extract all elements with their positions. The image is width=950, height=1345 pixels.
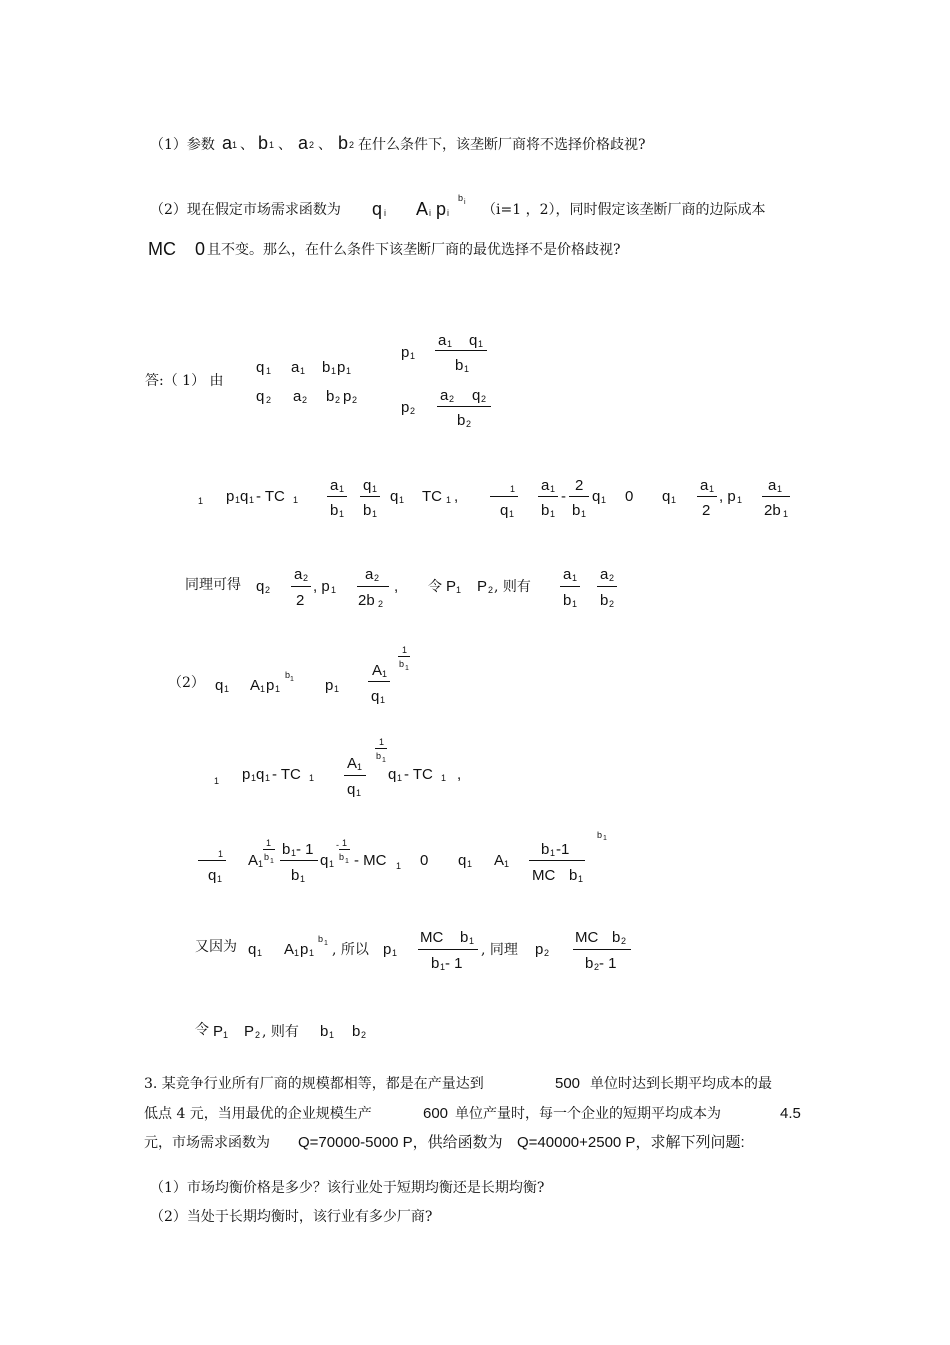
sub: i xyxy=(384,208,386,218)
exp: b xyxy=(318,934,324,944)
var: p xyxy=(300,941,309,958)
fraction-bar xyxy=(360,496,380,497)
sub: 1 xyxy=(339,509,345,519)
var: A xyxy=(372,662,383,679)
var: P xyxy=(477,578,488,595)
sub: 1 xyxy=(783,509,789,519)
sub: 1 xyxy=(397,773,403,783)
var: b xyxy=(612,929,621,946)
sub: 1 xyxy=(578,874,584,884)
then: , 则有 xyxy=(262,1024,299,1040)
exp: 1 xyxy=(379,737,385,747)
var: b xyxy=(572,502,581,519)
sub: 1 xyxy=(572,599,578,609)
exp-sub: 1 xyxy=(405,665,409,672)
sub: 2 xyxy=(449,394,455,404)
so: , 所以 xyxy=(332,942,369,958)
var: MC xyxy=(420,929,444,946)
label: 又因为 xyxy=(195,939,237,955)
var: - 1 xyxy=(296,841,314,858)
sub: 1 xyxy=(356,788,362,798)
var: q xyxy=(472,387,481,404)
sub: 1 xyxy=(550,848,556,858)
var-q: q xyxy=(372,199,383,219)
var: b xyxy=(569,867,578,884)
var: a xyxy=(600,566,609,583)
fraction-bar xyxy=(538,496,558,497)
text: 低点 4 元，当用最优的企业规模生产 xyxy=(144,1106,372,1122)
number: 600 xyxy=(423,1105,449,1122)
sub: 2 xyxy=(488,585,494,595)
sub: 1 xyxy=(300,874,306,884)
sub: 2 xyxy=(349,140,355,150)
sep: 、 xyxy=(278,137,292,153)
sub: 1 xyxy=(550,484,556,494)
sub: 1 xyxy=(331,366,337,376)
comma: , xyxy=(454,488,459,505)
sub: 1 xyxy=(372,509,378,519)
sub: 1 xyxy=(372,484,378,494)
sub: 2 xyxy=(378,599,384,609)
fraction-bar xyxy=(762,496,790,497)
sub: 1 xyxy=(260,684,266,694)
sub: 1 xyxy=(329,1030,335,1040)
sub: 1 xyxy=(346,366,352,376)
sub: 2 xyxy=(466,419,472,429)
var: q xyxy=(500,502,509,519)
var: A xyxy=(248,852,259,869)
text: 3. 某竞争行业所有厂商的规模都相等，都是在产量达到 xyxy=(144,1076,484,1092)
var: b xyxy=(600,592,609,609)
fraction-bar xyxy=(291,586,311,587)
sub: 1 xyxy=(329,859,335,869)
var: p xyxy=(401,399,410,416)
var: p xyxy=(266,677,275,694)
var: 2 xyxy=(702,502,711,519)
var: - TC xyxy=(272,766,301,783)
minus: - xyxy=(561,488,566,505)
sub: 1 xyxy=(510,484,516,494)
q1-suffix: 在什么条件下，该垄断厂商将不选择价格歧视? xyxy=(358,137,646,153)
var: b xyxy=(352,1023,361,1040)
comma: , xyxy=(394,578,399,595)
sub: 1 xyxy=(469,936,475,946)
sub: i xyxy=(447,208,449,218)
var: - TC xyxy=(256,488,285,505)
text: Q=40000+2500 P，求解下列问题: xyxy=(517,1134,745,1151)
fraction-bar xyxy=(560,586,580,587)
sep: 、 xyxy=(318,137,332,153)
subquestion-1: （1）市场均衡价格是多少？该行业处于短期均衡还是长期均衡? xyxy=(150,1180,545,1196)
sub: 1 xyxy=(217,874,223,884)
var: b xyxy=(291,867,300,884)
var: q xyxy=(248,941,257,958)
var-b1: b xyxy=(258,133,269,153)
text: 单位产量时，每一个企业的短期平均成本为 xyxy=(455,1106,721,1122)
fraction-bar xyxy=(529,860,585,861)
sub: 2 xyxy=(302,395,308,405)
var: q xyxy=(256,578,265,595)
var: p xyxy=(226,488,235,505)
sub: 1 xyxy=(232,140,238,150)
var: q xyxy=(469,332,478,349)
var: q xyxy=(256,766,265,783)
sub: 1 xyxy=(777,484,783,494)
fraction-bar xyxy=(198,860,226,861)
sub: 1 xyxy=(447,339,453,349)
fraction-bar xyxy=(263,849,275,850)
sub: 1 xyxy=(214,776,220,786)
var: p xyxy=(325,677,334,694)
fraction-bar xyxy=(597,586,617,587)
var: q xyxy=(320,852,329,869)
sub: 1 xyxy=(218,849,224,859)
fraction-bar xyxy=(437,406,491,407)
sub: 1 xyxy=(737,495,743,505)
sub: 1 xyxy=(380,695,386,705)
var: 2 xyxy=(296,592,305,609)
var: p xyxy=(343,388,352,405)
var: q xyxy=(215,677,224,694)
sub: 1 xyxy=(339,484,345,494)
var: P xyxy=(244,1023,255,1040)
number: 500 xyxy=(555,1075,581,1092)
text: Q=70000-5000 P，供给函数为 xyxy=(298,1134,503,1151)
var: q xyxy=(240,488,249,505)
var: MC xyxy=(575,929,599,946)
var: q xyxy=(592,488,601,505)
sub: 2 xyxy=(609,573,615,583)
exp-sub: 1 xyxy=(290,676,294,683)
sub: 2 xyxy=(410,406,416,416)
var: - MC xyxy=(354,852,387,869)
sub: 1 xyxy=(300,366,306,376)
var-A: A xyxy=(416,199,429,219)
sub: 2 xyxy=(266,395,272,405)
then: , 则有 xyxy=(494,579,531,595)
var: p xyxy=(535,941,544,958)
var-a2: a xyxy=(298,133,309,153)
exp-sub: 1 xyxy=(345,858,349,865)
var: a xyxy=(563,566,572,583)
sub: 2 xyxy=(303,573,309,583)
var: A xyxy=(284,941,295,958)
var: q xyxy=(208,867,217,884)
var: b xyxy=(541,841,550,858)
sub: 1 xyxy=(269,140,275,150)
var: b xyxy=(330,502,339,519)
q2-mid: （i=1 ，2），同时假定该垄断厂商的边际成本 xyxy=(482,202,766,218)
fraction-bar xyxy=(418,949,478,950)
exp: b xyxy=(264,852,270,862)
q1-prefix: （1）参数 xyxy=(150,137,215,153)
exp: - xyxy=(336,840,339,850)
fraction-bar xyxy=(375,748,387,749)
var-b2: b xyxy=(338,133,349,153)
var: b xyxy=(457,412,466,429)
exp-sub: 1 xyxy=(382,757,386,764)
sep: 、 xyxy=(240,137,254,153)
var: TC xyxy=(422,488,442,505)
sub: 1 xyxy=(258,859,264,869)
sub: 1 xyxy=(467,859,473,869)
var: a xyxy=(700,477,709,494)
exp: b xyxy=(458,193,464,203)
var: q xyxy=(662,488,671,505)
exp: 1 xyxy=(266,838,272,848)
var: q xyxy=(388,766,397,783)
text: 单位时达到长期平均成本的最 xyxy=(590,1076,772,1092)
var: q xyxy=(347,781,356,798)
var: b xyxy=(326,388,335,405)
q2-suffix: 且不变。那么，在什么条件下该垄断厂商的最优选择不是价格歧视? xyxy=(207,242,621,258)
var-p: p xyxy=(436,199,447,219)
var: a xyxy=(293,388,302,405)
var: a xyxy=(440,387,449,404)
answer-label: 答:（ 1） 由 xyxy=(145,373,224,389)
sub: 1 xyxy=(198,496,204,506)
var: b xyxy=(363,502,372,519)
similar: , 同理 xyxy=(481,942,518,958)
sub: 1 xyxy=(410,351,416,361)
sub: 2 xyxy=(621,936,627,946)
fraction-bar xyxy=(357,586,389,587)
var: , p xyxy=(719,488,736,505)
number: 4.5 xyxy=(780,1105,801,1122)
sub: 1 xyxy=(464,364,470,374)
var: P xyxy=(446,578,457,595)
subquestion-2: （2）当处于长期均衡时，该行业有多少厂商? xyxy=(150,1209,433,1225)
fraction-bar xyxy=(697,496,717,497)
fraction-bar xyxy=(339,849,350,850)
var: - TC xyxy=(404,766,433,783)
zero: 0 xyxy=(195,239,206,259)
var: a xyxy=(768,477,777,494)
sub: 1 xyxy=(509,509,515,519)
sub: 1 xyxy=(223,1030,229,1040)
sub: 1 xyxy=(441,773,447,783)
sub: 1 xyxy=(291,848,297,858)
var: p xyxy=(337,359,346,376)
exp: b xyxy=(339,852,345,862)
var: A xyxy=(347,755,358,772)
zero: 0 xyxy=(420,852,429,869)
fraction-bar xyxy=(344,775,366,776)
exp-sub: 1 xyxy=(324,940,328,947)
sub: i xyxy=(429,208,431,218)
var: a xyxy=(330,477,339,494)
var: b xyxy=(541,502,550,519)
sub: 1 xyxy=(309,773,315,783)
sub: 1 xyxy=(601,495,607,505)
var: b xyxy=(320,1023,329,1040)
comma: , xyxy=(457,766,462,783)
sub: 1 xyxy=(581,509,587,519)
sub: 1 xyxy=(456,585,462,595)
let: 令 xyxy=(195,1022,209,1038)
sub: 1 xyxy=(572,573,578,583)
var: a xyxy=(294,566,303,583)
sub: 1 xyxy=(399,495,405,505)
sub: 2 xyxy=(255,1030,261,1040)
sub: 2 xyxy=(609,599,615,609)
sub: 2 xyxy=(594,962,600,972)
fraction-bar xyxy=(435,350,487,351)
var: MC xyxy=(532,867,556,884)
var: a xyxy=(365,566,374,583)
exp: b xyxy=(285,670,291,680)
exp: b xyxy=(597,830,603,840)
var: q xyxy=(371,688,380,705)
exp: 1 xyxy=(402,645,408,655)
fraction-bar xyxy=(280,860,318,861)
fraction-bar xyxy=(490,496,518,497)
var: 2b xyxy=(764,502,781,519)
var: - 1 xyxy=(445,955,463,972)
sub: 1 xyxy=(224,684,230,694)
exp-sub: 1 xyxy=(270,858,274,865)
fraction-bar xyxy=(327,496,347,497)
sub: 2 xyxy=(335,395,341,405)
var: p xyxy=(242,766,251,783)
var: a xyxy=(541,477,550,494)
var: p xyxy=(383,941,392,958)
sub: 1 xyxy=(478,339,484,349)
fraction-bar xyxy=(398,656,410,657)
var: , p xyxy=(313,578,330,595)
zero: 0 xyxy=(625,488,634,505)
var: b xyxy=(282,841,291,858)
label: 同理可得 xyxy=(185,577,241,593)
sub: 1 xyxy=(440,962,446,972)
var: b xyxy=(460,929,469,946)
var: a xyxy=(291,359,300,376)
var: P xyxy=(213,1023,224,1040)
sub: 1 xyxy=(709,484,715,494)
sub: 2 xyxy=(481,394,487,404)
sub: 1 xyxy=(266,366,272,376)
sub: 1 xyxy=(392,948,398,958)
sub: 1 xyxy=(251,773,257,783)
sub: 1 xyxy=(257,948,263,958)
sub: 2 xyxy=(374,573,380,583)
var: b xyxy=(563,592,572,609)
q2-prefix: （2）现在假定市场需求函数为 xyxy=(150,202,341,218)
label: （2） xyxy=(168,675,205,691)
sub: 1 xyxy=(331,585,337,595)
sub: 2 xyxy=(352,395,358,405)
var: A xyxy=(250,677,261,694)
var: q xyxy=(390,488,399,505)
sub: 1 xyxy=(249,495,255,505)
exp: 1 xyxy=(342,838,348,848)
sub: 2 xyxy=(309,140,315,150)
sub: 2 xyxy=(265,585,271,595)
exp-sub: i xyxy=(464,199,466,206)
var-mc: MC xyxy=(148,239,176,259)
var: a xyxy=(438,332,447,349)
sub: 1 xyxy=(357,762,363,772)
var: q xyxy=(458,852,467,869)
var: 2b xyxy=(358,592,375,609)
exp: b xyxy=(376,751,382,761)
text: 元，市场需求函数为 xyxy=(144,1135,270,1151)
var: q xyxy=(256,388,265,405)
sub: 1 xyxy=(446,495,452,505)
exp: b xyxy=(399,659,405,669)
sub: 1 xyxy=(265,773,271,783)
sub: 1 xyxy=(293,495,299,505)
sub: 1 xyxy=(382,669,388,679)
sub: 1 xyxy=(334,684,340,694)
sub: 1 xyxy=(309,948,315,958)
var: b xyxy=(322,359,331,376)
var-a1: a xyxy=(222,133,233,153)
sub: 1 xyxy=(294,948,300,958)
fraction-bar xyxy=(569,496,589,497)
sub: 2 xyxy=(361,1030,367,1040)
var: b xyxy=(455,357,464,374)
var: q xyxy=(363,477,372,494)
sub: 2 xyxy=(544,948,550,958)
var: -1 xyxy=(556,841,570,858)
exp-sub: 1 xyxy=(603,835,607,842)
var: q xyxy=(256,359,265,376)
sub: 1 xyxy=(396,861,402,871)
let: 令 xyxy=(428,579,442,595)
var: b xyxy=(585,955,594,972)
sub: 1 xyxy=(671,495,677,505)
var: A xyxy=(494,852,505,869)
sub: 1 xyxy=(275,684,281,694)
sub: 1 xyxy=(235,495,241,505)
fraction-bar xyxy=(368,681,390,682)
sub: 1 xyxy=(550,509,556,519)
fraction-bar xyxy=(573,949,631,950)
sub: 1 xyxy=(504,859,510,869)
var: 2 xyxy=(575,477,584,494)
var: - 1 xyxy=(599,955,617,972)
var: p xyxy=(401,344,410,361)
var: b xyxy=(431,955,440,972)
